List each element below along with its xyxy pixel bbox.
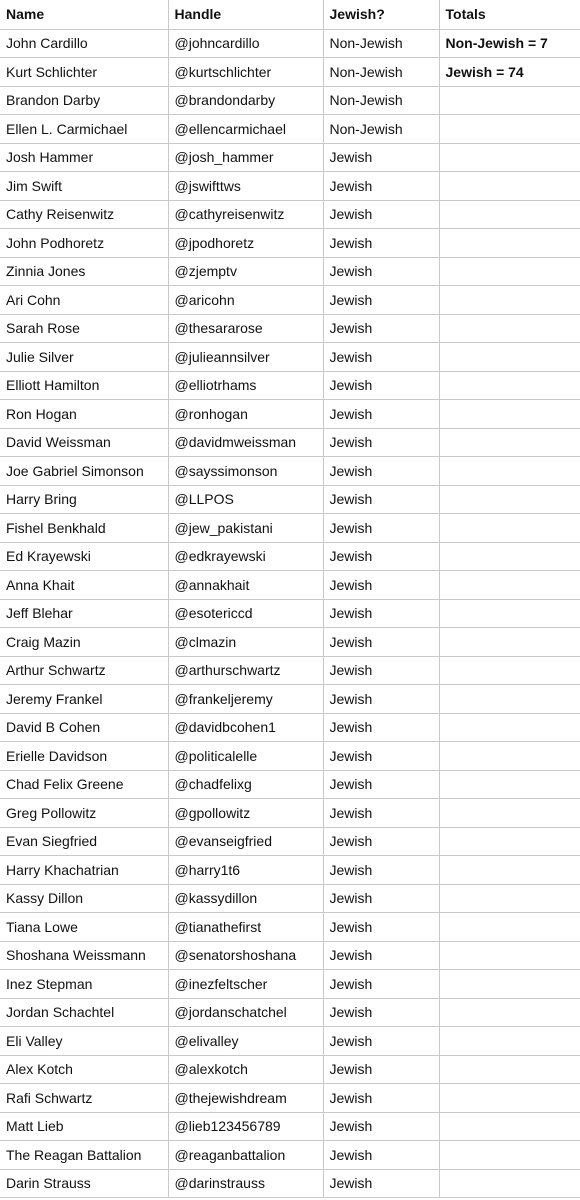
cell-handle: @zjemptv	[168, 257, 323, 286]
cell-jewish: Jewish	[323, 1112, 439, 1141]
table-row	[0, 200, 580, 229]
cell-handle: @kurtschlichter	[168, 58, 323, 87]
cell-jewish: Jewish	[323, 799, 439, 828]
table-row	[0, 58, 580, 87]
table-row	[0, 1027, 580, 1056]
cell-handle: @johncardillo	[168, 29, 323, 58]
table-row	[0, 1141, 580, 1170]
cell-empty	[439, 685, 580, 714]
cell-empty	[439, 571, 580, 600]
cell-empty	[439, 86, 580, 115]
cell-name: Anna Khait	[0, 571, 168, 600]
cell-jewish: Non-Jewish	[323, 58, 439, 87]
cell-name: Zinnia Jones	[0, 257, 168, 286]
cell-handle: @harry1t6	[168, 856, 323, 885]
table-row	[0, 827, 580, 856]
table-row	[0, 485, 580, 514]
cell-handle: @elivalley	[168, 1027, 323, 1056]
cell-handle: @arthurschwartz	[168, 656, 323, 685]
cell-jewish: Jewish	[323, 428, 439, 457]
cell-handle: @sayssimonson	[168, 457, 323, 486]
cell-name: Harry Khachatrian	[0, 856, 168, 885]
cell-jewish: Jewish	[323, 884, 439, 913]
cell-jewish: Jewish	[323, 1084, 439, 1113]
table-row	[0, 115, 580, 144]
cell-empty	[439, 913, 580, 942]
table-row	[0, 29, 580, 58]
table-row	[0, 1169, 580, 1198]
cell-empty	[439, 827, 580, 856]
cell-handle: @aricohn	[168, 286, 323, 315]
cell-handle: @jswifttws	[168, 172, 323, 201]
cell-name: Ed Krayewski	[0, 542, 168, 571]
cell-name: Shoshana Weissmann	[0, 941, 168, 970]
table-row	[0, 1112, 580, 1141]
cell-handle: @chadfelixg	[168, 770, 323, 799]
header-row	[0, 0, 580, 29]
cell-empty	[439, 656, 580, 685]
cell-empty	[439, 115, 580, 144]
cell-empty	[439, 457, 580, 486]
cell-empty	[439, 1141, 580, 1170]
cell-empty	[439, 143, 580, 172]
cell-jewish: Jewish	[323, 913, 439, 942]
cell-empty	[439, 371, 580, 400]
cell-jewish: Jewish	[323, 1027, 439, 1056]
cell-handle: @reaganbattalion	[168, 1141, 323, 1170]
cell-empty	[439, 229, 580, 258]
cell-empty	[439, 485, 580, 514]
table-row	[0, 941, 580, 970]
cell-name: Harry Bring	[0, 485, 168, 514]
table-row	[0, 86, 580, 115]
cell-jewish: Jewish	[323, 998, 439, 1027]
table-row	[0, 428, 580, 457]
cell-name: Jim Swift	[0, 172, 168, 201]
cell-name: Evan Siegfried	[0, 827, 168, 856]
table-row	[0, 314, 580, 343]
table-row	[0, 656, 580, 685]
cell-handle: @edkrayewski	[168, 542, 323, 571]
cell-jewish: Jewish	[323, 371, 439, 400]
cell-jewish: Jewish	[323, 571, 439, 600]
cell-jewish: Jewish	[323, 1141, 439, 1170]
cell-handle: @jpodhoretz	[168, 229, 323, 258]
cell-empty	[439, 343, 580, 372]
cell-handle: @frankeljeremy	[168, 685, 323, 714]
table-row	[0, 770, 580, 799]
table-body	[0, 29, 580, 1198]
cell-empty	[439, 1084, 580, 1113]
cell-name: John Podhoretz	[0, 229, 168, 258]
cell-handle: @clmazin	[168, 628, 323, 657]
cell-name: Alex Kotch	[0, 1055, 168, 1084]
cell-name: Ari Cohn	[0, 286, 168, 315]
cell-handle: @ronhogan	[168, 400, 323, 429]
cell-handle: @brandondarby	[168, 86, 323, 115]
cell-jewish: Non-Jewish	[323, 86, 439, 115]
cell-jewish: Jewish	[323, 314, 439, 343]
cell-name: Kassy Dillon	[0, 884, 168, 913]
column-header-totals: Totals	[439, 0, 580, 29]
cell-empty	[439, 286, 580, 315]
cell-name: Greg Pollowitz	[0, 799, 168, 828]
cell-handle: @politicalelle	[168, 742, 323, 771]
cell-jewish: Jewish	[323, 1169, 439, 1198]
cell-jewish: Jewish	[323, 770, 439, 799]
cell-jewish: Jewish	[323, 542, 439, 571]
table-row	[0, 742, 580, 771]
cell-name: Darin Strauss	[0, 1169, 168, 1198]
table-row	[0, 1055, 580, 1084]
table-row	[0, 1084, 580, 1113]
cell-handle: @thejewishdream	[168, 1084, 323, 1113]
cell-name: Arthur Schwartz	[0, 656, 168, 685]
cell-empty	[439, 856, 580, 885]
cell-name: Tiana Lowe	[0, 913, 168, 942]
table-row	[0, 143, 580, 172]
cell-handle: @kassydillon	[168, 884, 323, 913]
table-row	[0, 514, 580, 543]
cell-empty	[439, 770, 580, 799]
cell-handle: @gpollowitz	[168, 799, 323, 828]
cell-handle: @cathyreisenwitz	[168, 200, 323, 229]
cell-jewish: Jewish	[323, 856, 439, 885]
cell-handle: @davidmweissman	[168, 428, 323, 457]
cell-empty	[439, 599, 580, 628]
cell-empty	[439, 514, 580, 543]
cell-name: Rafi Schwartz	[0, 1084, 168, 1113]
cell-empty	[439, 1055, 580, 1084]
cell-name: Craig Mazin	[0, 628, 168, 657]
cell-empty	[439, 628, 580, 657]
cell-handle: @annakhait	[168, 571, 323, 600]
cell-name: John Cardillo	[0, 29, 168, 58]
cell-total: Jewish = 74	[439, 58, 580, 87]
cell-name: Julie Silver	[0, 343, 168, 372]
cell-name: Kurt Schlichter	[0, 58, 168, 87]
cell-jewish: Jewish	[323, 343, 439, 372]
cell-empty	[439, 742, 580, 771]
cell-jewish: Jewish	[323, 200, 439, 229]
cell-jewish: Jewish	[323, 1055, 439, 1084]
cell-empty	[439, 884, 580, 913]
cell-empty	[439, 542, 580, 571]
cell-empty	[439, 799, 580, 828]
cell-handle: @tianathefirst	[168, 913, 323, 942]
table-row	[0, 229, 580, 258]
cell-name: Eli Valley	[0, 1027, 168, 1056]
cell-name: Jeff Blehar	[0, 599, 168, 628]
column-header-jewish: Jewish?	[323, 0, 439, 29]
cell-handle: @davidbcohen1	[168, 713, 323, 742]
cell-empty	[439, 998, 580, 1027]
cell-name: Sarah Rose	[0, 314, 168, 343]
cell-jewish: Non-Jewish	[323, 115, 439, 144]
table-row	[0, 542, 580, 571]
table-row	[0, 628, 580, 657]
table-row	[0, 856, 580, 885]
cell-name: Josh Hammer	[0, 143, 168, 172]
cell-empty	[439, 314, 580, 343]
cell-handle: @senatorshoshana	[168, 941, 323, 970]
column-header-handle: Handle	[168, 0, 323, 29]
column-header-name: Name	[0, 0, 168, 29]
cell-jewish: Jewish	[323, 286, 439, 315]
cell-name: Erielle Davidson	[0, 742, 168, 771]
cell-empty	[439, 257, 580, 286]
cell-jewish: Jewish	[323, 970, 439, 999]
cell-handle: @inezfeltscher	[168, 970, 323, 999]
table-row	[0, 998, 580, 1027]
cell-name: Jordan Schachtel	[0, 998, 168, 1027]
table-row	[0, 571, 580, 600]
cell-jewish: Jewish	[323, 143, 439, 172]
cell-empty	[439, 200, 580, 229]
cell-jewish: Jewish	[323, 485, 439, 514]
table-row	[0, 343, 580, 372]
cell-name: David B Cohen	[0, 713, 168, 742]
cell-jewish: Jewish	[323, 400, 439, 429]
table-row	[0, 257, 580, 286]
cell-name: Matt Lieb	[0, 1112, 168, 1141]
cell-handle: @lieb123456789	[168, 1112, 323, 1141]
cell-empty	[439, 400, 580, 429]
cell-name: Inez Stepman	[0, 970, 168, 999]
cell-handle: @josh_hammer	[168, 143, 323, 172]
cell-empty	[439, 1112, 580, 1141]
cell-empty	[439, 428, 580, 457]
table-row	[0, 685, 580, 714]
cell-empty	[439, 941, 580, 970]
cell-empty	[439, 713, 580, 742]
cell-handle: @darinstrauss	[168, 1169, 323, 1198]
cell-name: David Weissman	[0, 428, 168, 457]
cell-name: Ron Hogan	[0, 400, 168, 429]
cell-name: Fishel Benkhald	[0, 514, 168, 543]
cell-handle: @LLPOS	[168, 485, 323, 514]
cell-handle: @elliotrhams	[168, 371, 323, 400]
cell-jewish: Jewish	[323, 599, 439, 628]
cell-jewish: Non-Jewish	[323, 29, 439, 58]
table-row	[0, 913, 580, 942]
cell-handle: @evanseigfried	[168, 827, 323, 856]
cell-total: Non-Jewish = 7	[439, 29, 580, 58]
cell-name: Ellen L. Carmichael	[0, 115, 168, 144]
cell-empty	[439, 1169, 580, 1198]
cell-name: Cathy Reisenwitz	[0, 200, 168, 229]
table-row	[0, 371, 580, 400]
cell-jewish: Jewish	[323, 713, 439, 742]
cell-name: Chad Felix Greene	[0, 770, 168, 799]
cell-empty	[439, 1027, 580, 1056]
cell-name: Jeremy Frankel	[0, 685, 168, 714]
cell-jewish: Jewish	[323, 628, 439, 657]
cell-jewish: Jewish	[323, 656, 439, 685]
table-row	[0, 457, 580, 486]
cell-jewish: Jewish	[323, 827, 439, 856]
cell-handle: @jew_pakistani	[168, 514, 323, 543]
cell-handle: @julieannsilver	[168, 343, 323, 372]
cell-name: Brandon Darby	[0, 86, 168, 115]
cell-name: Joe Gabriel Simonson	[0, 457, 168, 486]
cell-jewish: Jewish	[323, 457, 439, 486]
cell-jewish: Jewish	[323, 257, 439, 286]
cell-handle: @jordanschatchel	[168, 998, 323, 1027]
cell-name: Elliott Hamilton	[0, 371, 168, 400]
cell-jewish: Jewish	[323, 229, 439, 258]
cell-jewish: Jewish	[323, 172, 439, 201]
table-row	[0, 970, 580, 999]
cell-handle: @alexkotch	[168, 1055, 323, 1084]
cell-handle: @ellencarmichael	[168, 115, 323, 144]
cell-jewish: Jewish	[323, 685, 439, 714]
cell-handle: @esotericcd	[168, 599, 323, 628]
table-row	[0, 286, 580, 315]
cell-empty	[439, 172, 580, 201]
cell-handle: @thesararose	[168, 314, 323, 343]
table-row	[0, 599, 580, 628]
cell-jewish: Jewish	[323, 941, 439, 970]
table-row	[0, 713, 580, 742]
cell-empty	[439, 970, 580, 999]
cell-name: The Reagan Battalion	[0, 1141, 168, 1170]
table-row	[0, 172, 580, 201]
cell-jewish: Jewish	[323, 742, 439, 771]
cell-jewish: Jewish	[323, 514, 439, 543]
table-row	[0, 400, 580, 429]
table-row	[0, 799, 580, 828]
table-row	[0, 884, 580, 913]
